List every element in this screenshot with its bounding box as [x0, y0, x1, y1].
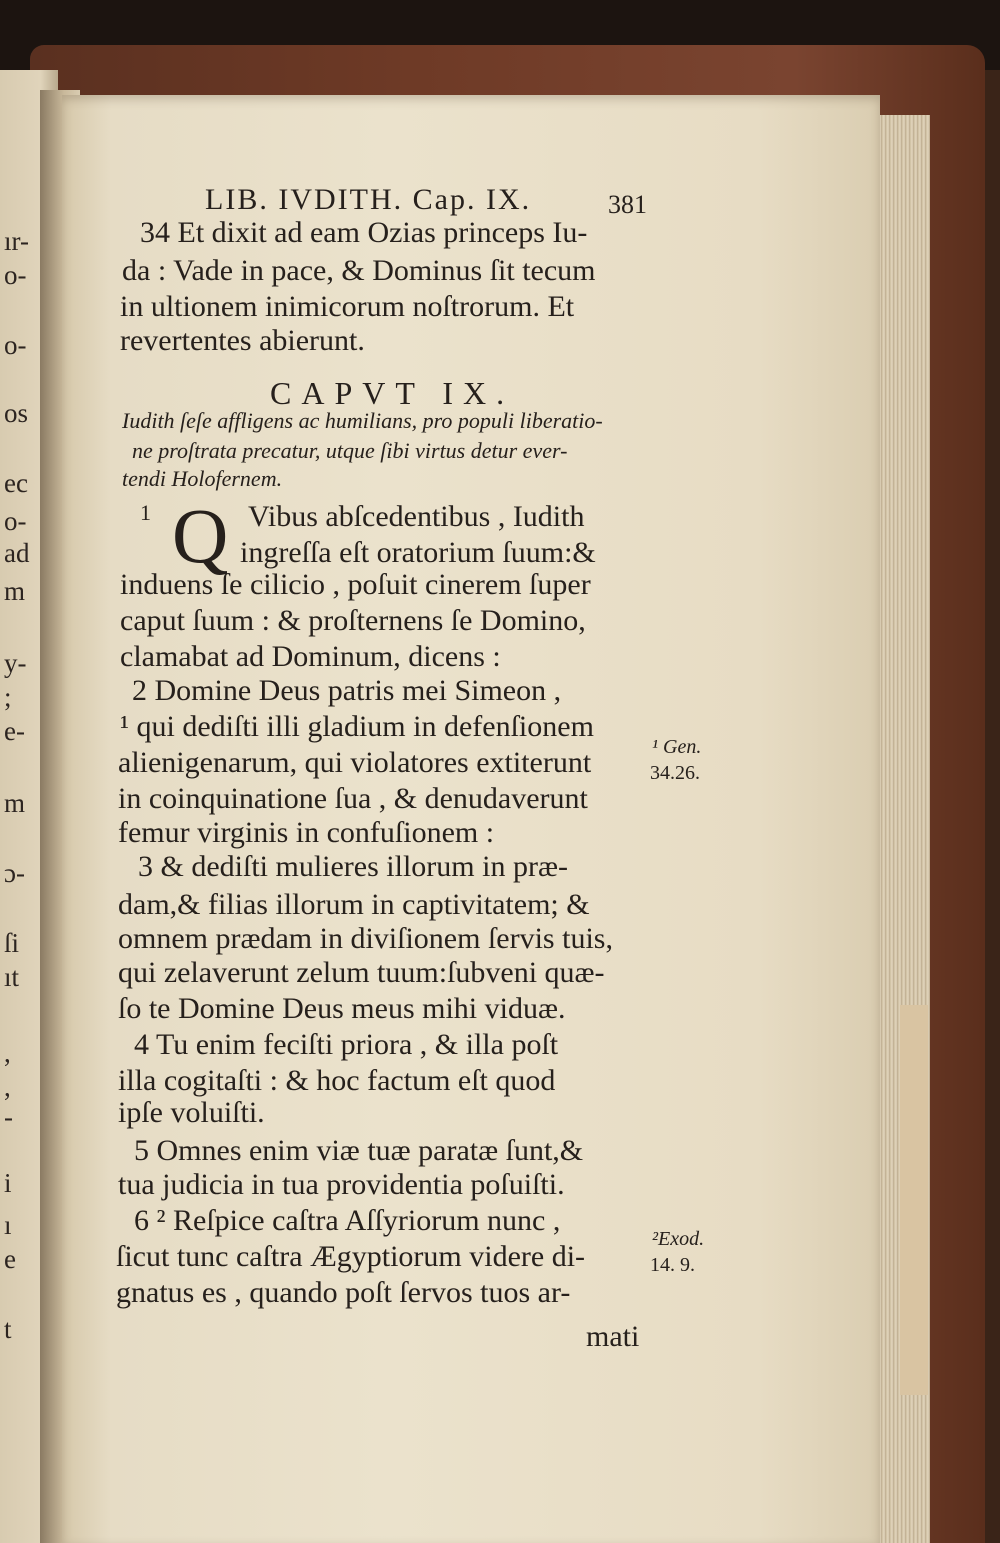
left-fragment: ı	[4, 1210, 12, 1240]
margin-note-verse: 34.26.	[650, 762, 700, 784]
left-fragment: -	[4, 1102, 13, 1132]
left-fragment: ſi	[4, 928, 20, 958]
left-fragment: ɔ-	[4, 858, 25, 888]
text-line: ſo te Domine Deus meus mihi viduæ.	[118, 992, 566, 1025]
text-line: 4 Tu enim feciſti priora , & illa poſt	[134, 1028, 559, 1061]
text-line: 5 Omnes enim viæ tuæ paratæ ſunt,&	[134, 1134, 584, 1167]
left-fragment: ır-	[4, 226, 29, 256]
text-line: induens ſe cilicio , poſuit cinerem ſuper	[120, 568, 591, 601]
bookmark-tab	[900, 1005, 928, 1395]
text-line: alienigenarum, qui violatores extiterunt	[118, 746, 592, 779]
text-line: in ultionem inimicorum noſtrorum. Et	[120, 290, 575, 323]
running-head: LIB. IVDITH. Cap. IX.	[205, 183, 532, 216]
left-fragment: m	[4, 788, 26, 818]
text-line: ingreſſa eſt oratorium ſuum:&	[240, 536, 596, 569]
page-number: 381	[608, 190, 647, 219]
text-line: 34 Et dixit ad eam Ozias princeps Iu-	[140, 216, 588, 249]
text-line: qui zelaverunt zelum tuum:ſubveni quæ-	[118, 956, 605, 989]
chapter-summary-line: Iudith ſeſe affligens ac humilians, pro populi liberatio-	[122, 408, 603, 433]
text-line: clamabat ad Dominum, dicens :	[120, 640, 501, 673]
chapter-summary-line: tendi Holofernem.	[122, 466, 283, 491]
drop-capital: Q	[172, 492, 229, 579]
text-line: Vibus abſcedentibus , Iudith	[248, 500, 585, 533]
left-fragment: ad	[4, 538, 30, 568]
left-fragment: ;	[4, 682, 12, 712]
margin-note-reference: ¹ Gen.	[652, 736, 702, 758]
left-fragment: e-	[4, 716, 25, 746]
left-fragment: ec	[4, 468, 28, 498]
chapter-summary-line: ne proſtrata precatur, utque ſibi virtus detur ever-	[132, 438, 568, 463]
left-fragment: y-	[4, 648, 27, 678]
left-fragment: ,	[4, 1038, 11, 1068]
text-line: illa cogitaſti : & hoc factum eſt quod	[118, 1064, 556, 1097]
text-line: tua judicia in tua providentia poſuiſti.	[118, 1168, 565, 1201]
left-fragment: o-	[4, 330, 27, 360]
text-line: da : Vade in pace, & Dominus ſit tecum	[122, 254, 596, 287]
text-line: femur virginis in confuſionem :	[118, 816, 495, 849]
left-fragment: o-	[4, 260, 27, 290]
left-fragment: t	[4, 1314, 12, 1344]
text-line: 6 ² Reſpice caſtra Aſſyriorum nunc ,	[134, 1204, 561, 1237]
text-line: 2 Domine Deus patris mei Simeon ,	[132, 674, 562, 707]
left-fragment: ,	[4, 1072, 11, 1102]
text-line: 3 & dediſti mulieres illorum in præ-	[138, 850, 568, 883]
left-fragment: os	[4, 398, 29, 428]
left-fragment: m	[4, 576, 26, 606]
text-line: ſicut tunc caſtra Ægyptiorum videre di-	[116, 1240, 586, 1273]
verse-number: 1	[140, 500, 151, 525]
text-line: gnatus es , quando poſt ſervos tuos ar-	[116, 1276, 571, 1309]
left-fragment: e	[4, 1244, 16, 1274]
left-fragment: ıt	[4, 962, 20, 992]
text-line: in coinquinatione ſua , & denudaverunt	[118, 782, 588, 815]
left-fragment: i	[4, 1168, 12, 1198]
left-fragment: o-	[4, 506, 27, 536]
text-line: dam,& filias illorum in captivitatem; &	[118, 888, 590, 921]
catchword: mati	[586, 1320, 640, 1353]
chapter-heading: CAPVT IX.	[270, 375, 515, 411]
margin-note-verse: 14. 9.	[650, 1254, 695, 1276]
text-line: omnem prædam in diviſionem ſervis tuis,	[118, 922, 613, 955]
text-line: caput ſuum : & proſternens ſe Domino,	[120, 604, 586, 637]
margin-note-reference: ²Exod.	[652, 1228, 705, 1250]
text-line: ¹ qui dediſti illi gladium in defenſionem	[120, 710, 594, 743]
text-line: revertentes abierunt.	[120, 324, 365, 357]
text-line: ipſe voluiſti.	[118, 1096, 265, 1129]
